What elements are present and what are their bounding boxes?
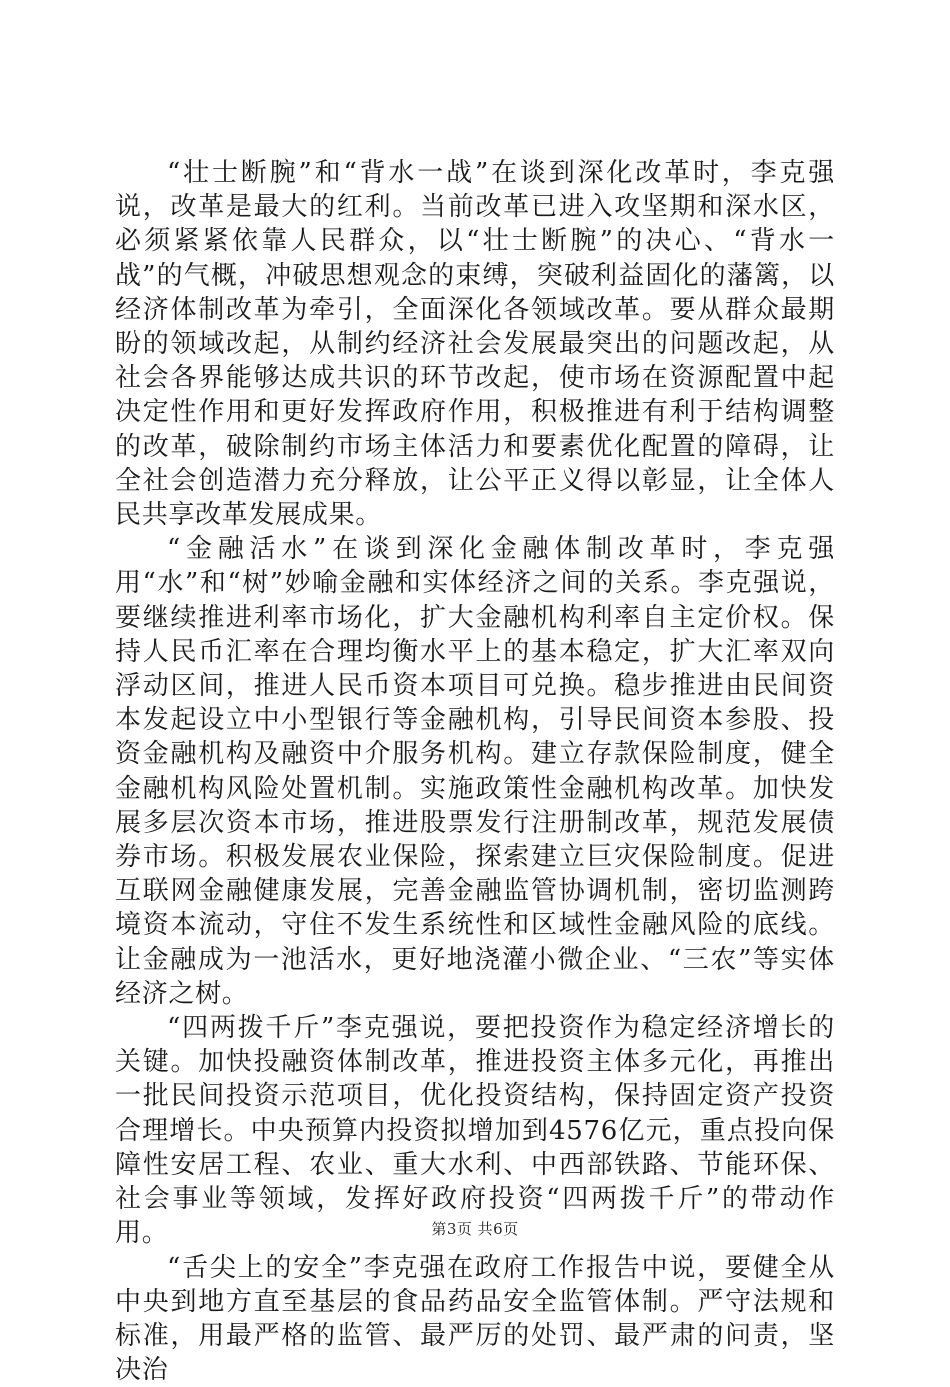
paragraph-food-safety: “舌尖上的安全”李克强在政府工作报告中说，要健全从中央到地方直至基层的食品药品安全监管体制。严守法规和标准，用最严格的监管、最严厉的处罚、最严肃的问责，坚决治 <box>115 1251 835 1387</box>
page-footer: 第3页 共6页 <box>0 1218 950 1239</box>
paragraph-investment: “四两拨千斤”李克强说，要把投资作为稳定经济增长的关键。加快投融资体制改革，推进投资主体多元化，再推出一批民间投资示范项目，优化投资结构，保持固定资产投资合理增长。中央预算内投资拟增加到4576亿元，重点投向保障性安居工程、农业、重大水利、中西部铁路、节能环保、社会事业等领域，发挥好政府投资“四两拨千斤”的带动作用。 <box>115 1011 835 1250</box>
paragraph-reform: “壮士断腕”和“背水一战”在谈到深化改革时，李克强说，改革是最大的红利。当前改革已进入攻坚期和深水区，必须紧紧依靠人民群众，以“壮士断腕”的决心、“背水一战”的气概，冲破思想观念的束缚，突破利益固化的藩篱，以经济体制改革为牵引，全面深化各领域改革。要从群众最期盼的领域改起，从制约经济社会发展最突出的问题改起，从社会各界能够达成共识的环节改起，使市场在资源配置中起决定性作用和更好发挥政府作用，积极推进有利于结构调整的改革，破除制约市场主体活力和要素优化配置的障碍，让全社会创造潜力充分释放，让公平正义得以彰显，让全体人民共享改革发展成果。 <box>115 156 835 532</box>
paragraph-finance: “金融活水”在谈到深化金融体制改革时，李克强用“水”和“树”妙喻金融和实体经济之间的关系。李克强说，要继续推进利率市场化，扩大金融机构利率自主定价权。保持人民币汇率在合理均衡水平上的基本稳定，扩大汇率双向浮动区间，推进人民币资本项目可兑换。稳步推进由民间资本发起设立中小型银行等金融机构，引导民间资本参股、投资金融机构及融资中介服务机构。建立存款保险制度，健全金融机构风险处置机制。实施政策性金融机构改革。加快发展多层次资本市场，推进股票发行注册制改革，规范发展债券市场。积极发展农业保险，探索建立巨灾保险制度。促进互联网金融健康发展，完善金融监管协调机制，密切监测跨境资本流动，守住不发生系统性和区域性金融风险的底线。让金融成为一池活水，更好地浇灌小微企业、“三农”等实体经济之树。 <box>115 532 835 1011</box>
document-body <box>115 156 835 1387</box>
